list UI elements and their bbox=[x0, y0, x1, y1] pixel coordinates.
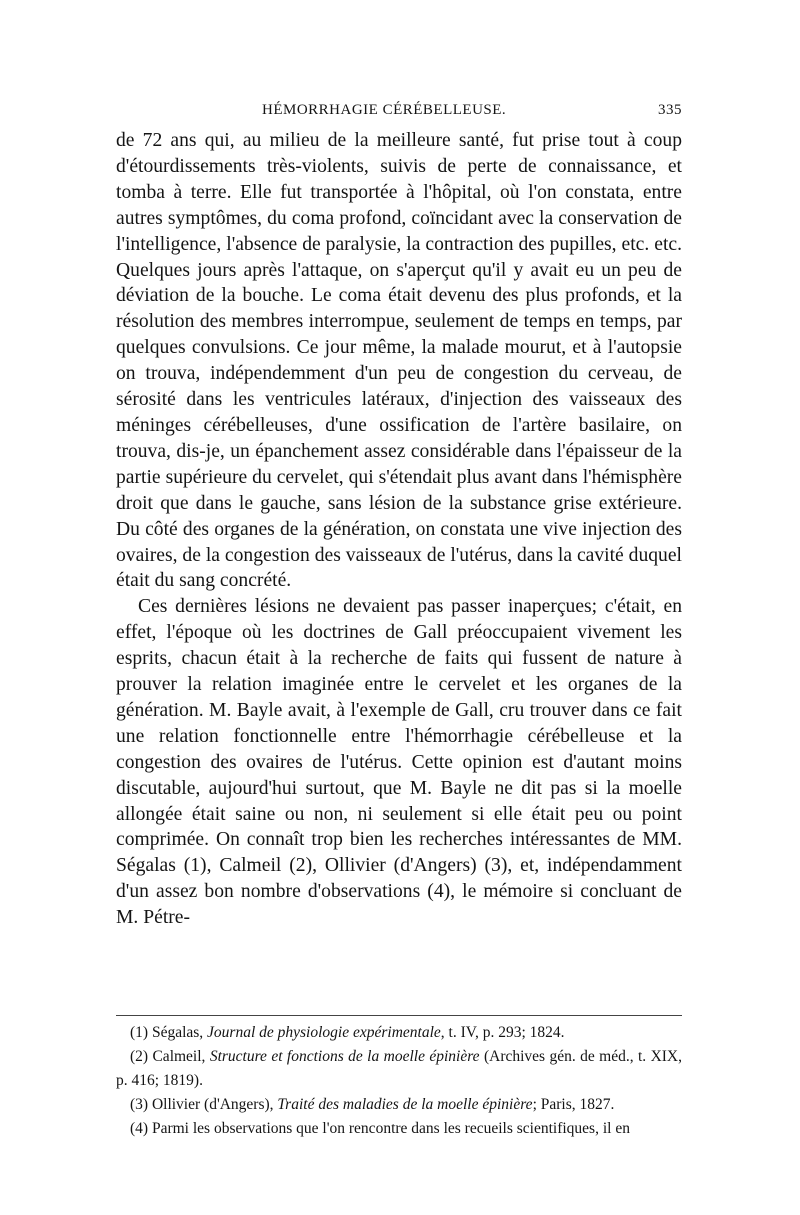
running-header bbox=[116, 100, 682, 124]
page-number: 335 bbox=[658, 102, 682, 118]
footnote-divider bbox=[116, 1015, 682, 1016]
footnote-1: (1) Ségalas, Journal de physiologie expérimentale, t. IV, p. 293; 1824. bbox=[130, 1024, 565, 1041]
footnote-4: (4) Parmi les observations que l'on rencontre dans les recueils scientifiques, il en bbox=[130, 1120, 630, 1138]
running-title: HÉMORRHAGIE CÉRÉBELLEUSE. bbox=[262, 102, 507, 118]
footnotes bbox=[116, 1021, 682, 1141]
paragraph: Ces dernières lésions ne devaient pas passer inaperçues; c'était, en effet, l'époque où les doctrines de Gall préoccupaient vivement les esprits, chacun était à la recherche de faits qui fussent de nature à prouver la relation imaginée entre le cervelet et les organes de la génération. M. Bayle avait, à l'exemple de Gall, cru trouver dans ce fait une relation fonctionnelle entre l'hémorrhagie cérébelleuse et la congestion des ovaires de l'utérus. Cette opinion est d'autant moins discutable, aujourd'hui surtout, que M. Bayle ne dit pas si la moelle allongée était saine ou non, ni seulement si elle était peu ou point comprimée. On connaît trop bien les recherches intéressantes de MM. Ségalas (1), Calmeil (2), Ollivier (d'Angers) (3), et, indépendamment d'un assez bon nombre d'observations (4), le mémoire si concluant de M. Pétre- bbox=[116, 596, 682, 929]
footnote-2: (2) Calmeil, Structure et fonctions de la moelle épinière (Archives gén. de méd., t. XIX, p. 416; 1819). bbox=[116, 1048, 682, 1089]
body-text bbox=[116, 128, 682, 931]
footnote-3: (3) Ollivier (d'Angers), Traité des maladies de la moelle épinière; Paris, 1827. bbox=[130, 1095, 615, 1113]
paragraph: de 72 ans qui, au milieu de la meilleure santé, fut prise tout à coup d'étourdissements très-violents, suivis de perte de connaissance, et tomba à terre. Elle fut transportée à l'hôpital, où l'on constata, entre autres symptômes, du coma profond, coïncidant avec la conservation de l'intelligence, l'absence de paralysie, la contraction des pupilles, etc. etc. Quelques jours après l'attaque, on s'aperçut qu'il y avait eu un peu de déviation de la bouche. Le coma était devenu des plus profonds, et la résolution des membres interrompue, seulement de temps en temps, par quelques convulsions. Ce jour même, la malade mourut, et à l'autopsie on trouva, indépendemment d'un peu de congestion du cerveau, de sérosité dans les ventricules latéraux, d'injection des vaisseaux des méninges cérébelleuses, d'une ossification de l'artère basilaire, on trouva, dis-je, un épanchement assez considérable dans l'épaisseur de la partie supérieure du cervelet, qui s'étendait plus avant dans l'hémisphère droit que dans le gauche, sans lésion de la substance grise extérieure. Du côté des organes de la génération, on constata une vive injection des ovaires, de la congestion des vaisseaux de l'utérus, dans la cavité duquel était du sang concrété. bbox=[116, 130, 682, 592]
